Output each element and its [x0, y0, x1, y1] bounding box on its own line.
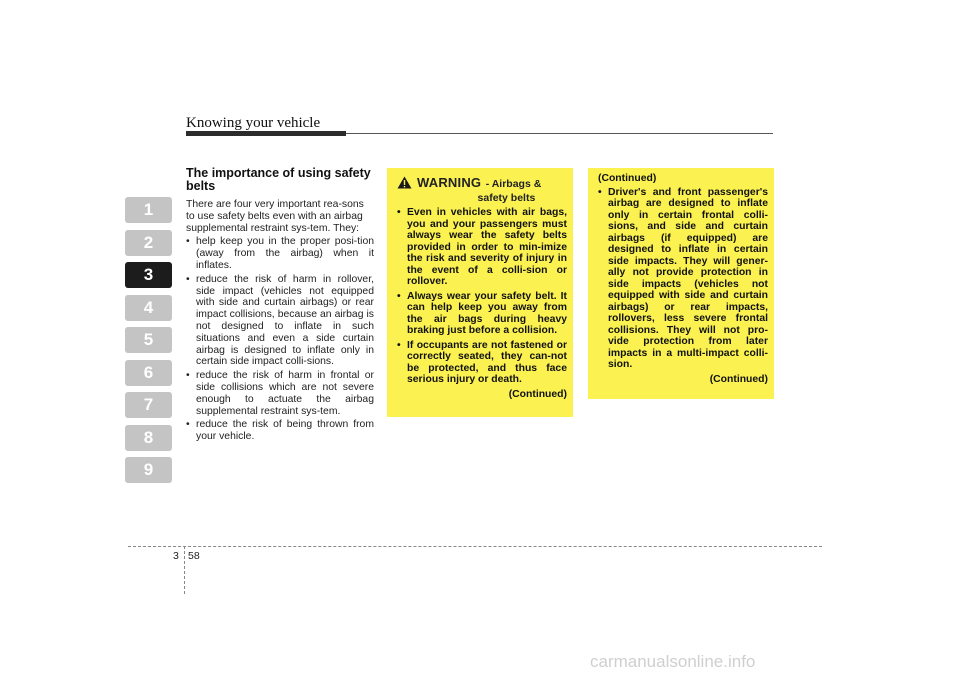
- warning-box: [387, 168, 573, 417]
- header-bar: [186, 131, 346, 136]
- footer-divider: [184, 546, 185, 594]
- chapter-tab-2[interactable]: 2: [125, 230, 172, 256]
- list-item: • If occupants are not fastened or correctly seated, they can-not be protected, and thus face serious injury or death.: [395, 340, 567, 386]
- continued-top-label: (Continued): [598, 173, 657, 184]
- continued-list: [596, 187, 768, 371]
- watermark: carmanualsonline.info: [590, 652, 756, 671]
- warning-header: [395, 174, 567, 204]
- section-title: Knowing your vehicle: [186, 115, 321, 131]
- reasons-list: [186, 236, 374, 443]
- chapter-tab-8[interactable]: 8: [125, 425, 172, 451]
- chapter-tab-7[interactable]: 7: [125, 392, 172, 418]
- continued-warning-box: [588, 168, 774, 399]
- chapter-tab-4[interactable]: 4: [125, 295, 172, 321]
- list-item: • Driver's and front passenger's airbag are designed to inflate only in certain frontal colli-sions, and side and curtain airbags (if equipped) are designed to inflate in certain side impacts. They will gener-ally not provide protection in side impacts (vehicles not equipped with side and curtain airbags) or rear impacts, rollovers, less severe frontal collisions. They will not pro-vide protection from later impacts in a multi-impact colli-sion.: [596, 187, 768, 371]
- list-item: • reduce the risk of being thrown from your vehicle.: [186, 419, 374, 443]
- list-item: • Always wear your safety belt. It can help keep you away from the air bags during heavy braking just before a collision.: [395, 291, 567, 337]
- warning-triangle-icon: [397, 176, 412, 189]
- list-item: • help keep you in the proper posi-tion (away from the airbag) when it inflates.: [186, 236, 374, 271]
- list-item: • Even in vehicles with air bags, you and your passengers must always wear the safety belts provided in order to min-imize the risk and severity of injury in the event of a colli-sion or rollover.: [395, 207, 567, 288]
- chapter-tab-5[interactable]: 5: [125, 327, 172, 353]
- footer-rule: [128, 546, 822, 547]
- warning-list: [395, 207, 567, 386]
- list-item: • reduce the risk of harm in frontal or side collisions which are not severe enough to actuate the airbag supplemental restraint sys-tem.: [186, 370, 374, 417]
- chapter-tab-6[interactable]: 6: [125, 360, 172, 386]
- page-number: 58: [188, 550, 200, 562]
- intro-paragraph: There are four very important rea-sons to use safety belts even with an airbag supplemental restraint sys-tem. They:: [186, 199, 364, 234]
- continued-bottom-label: (Continued): [709, 373, 768, 385]
- page-chapter: 3: [173, 550, 179, 562]
- list-item: • reduce the risk of harm in rollover, side impact (vehicles not equipped with side and curtain airbags) or rear impact collisions, because an airbag is not designed to inflate in such situations and even a side curtain airbag is designed to inflate only in certain side impact colli-sions.: [186, 274, 374, 368]
- main-column: [186, 167, 374, 445]
- chapter-tab-3[interactable]: 3: [125, 262, 172, 288]
- chapter-tab-1[interactable]: 1: [125, 197, 172, 223]
- warning-label: WARNING: [417, 175, 482, 190]
- warning-subtitle: - Airbags & safety belts: [477, 178, 542, 204]
- chapter-tabs: [125, 197, 172, 490]
- continued-label: (Continued): [508, 388, 567, 400]
- section-heading: The importance of using safety belts: [186, 166, 371, 193]
- chapter-tab-9[interactable]: 9: [125, 457, 172, 483]
